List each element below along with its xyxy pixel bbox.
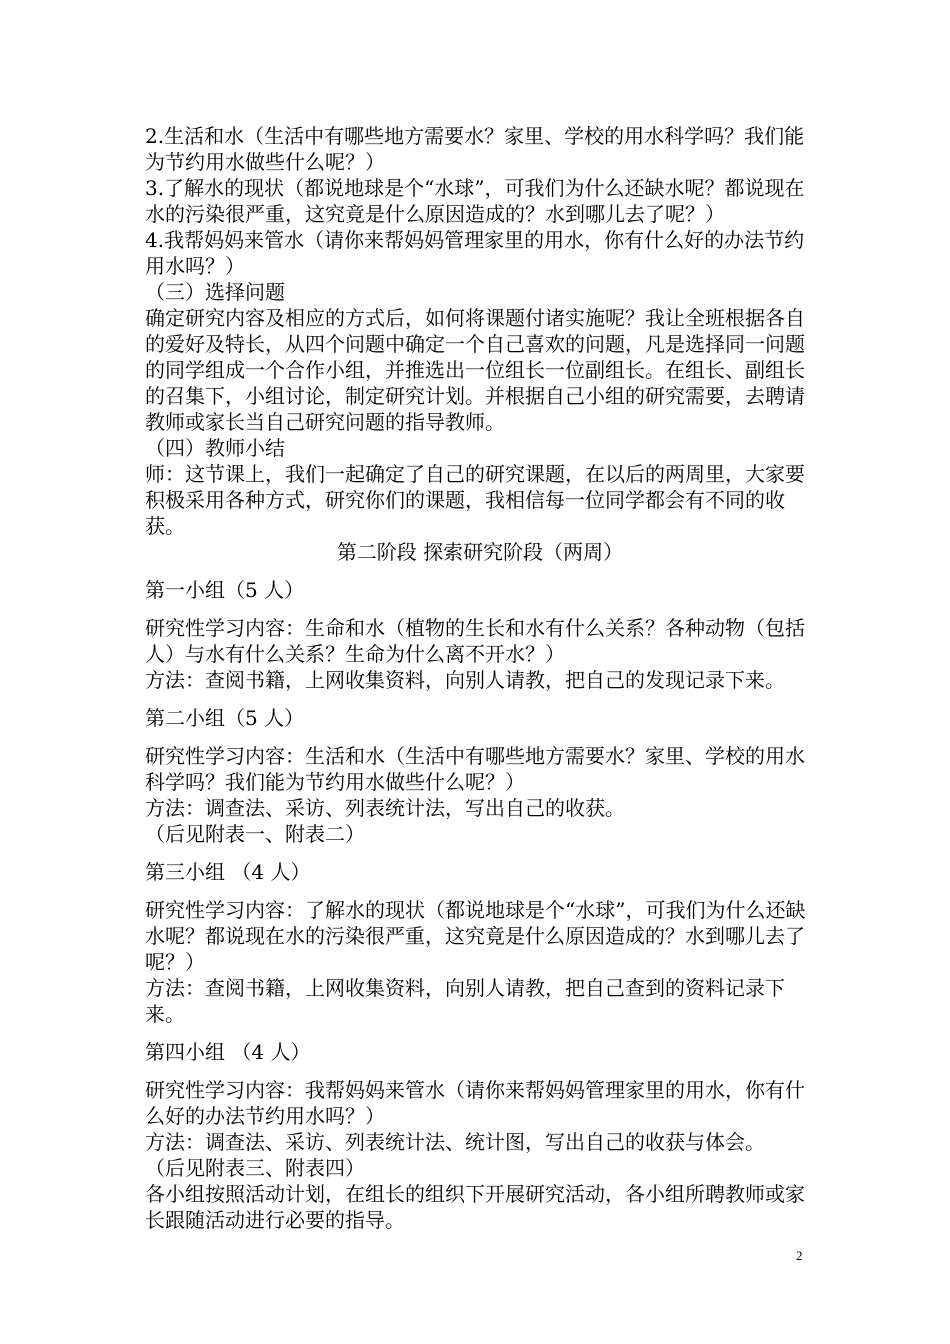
group-3-method: 方法：查阅书籍，上网收集资料，向别人请教，把自己查到的资料记录下来。 bbox=[145, 976, 785, 1026]
topic-4: 4.我帮妈妈来管水（请你来帮妈妈管理家里的用水，你有什么好的办法节约用水吗？） bbox=[145, 228, 805, 278]
page-number: 2 bbox=[796, 1248, 803, 1263]
stage-title: 第二阶段 探索研究阶段（两周） bbox=[336, 540, 624, 564]
group-1-content: 研究性学习内容：生命和水（植物的生长和水有什么关系？各种动物（包括人）与水有什么关系？生命为什么离不开水？） bbox=[145, 616, 805, 666]
page-body bbox=[145, 123, 815, 1233]
section-3-body: 确定研究内容及相应的方式后，如何将课题付诸实施呢？我让全班根据各自的爱好及特长，从四个问题中确定一个自己喜欢的问题，凡是选择同一问题的同学组成一个合作小组，并推选出一位组长一位副组长。在组长、副组长的召集下，小组讨论，制定研究计划。并根据自己小组的研究需要，去聘请教师或家长当自己研究问题的指导教师。 bbox=[145, 306, 805, 434]
group-4-method: 方法：调查法、采访、列表统计法、统计图，写出自己的收获与体会。 bbox=[145, 1130, 765, 1154]
group-1-method: 方法：查阅书籍，上网收集资料，向别人请教，把自己的发现记录下来。 bbox=[145, 668, 785, 692]
section-heading-3: （三）选择问题 bbox=[145, 280, 285, 304]
topic-2: 2.生活和水（生活中有哪些地方需要水？家里、学校的用水科学吗？我们能为节约用水做些什么呢？） bbox=[145, 124, 805, 174]
group-2-note: （后见附表一、附表二） bbox=[145, 822, 365, 846]
section-4-body: 师：这节课上，我们一起确定了自己的研究课题，在以后的两周里，大家要积极采用各种方式，研究你们的课题，我相信每一位同学都会有不同的收获。 bbox=[145, 462, 805, 538]
topic-3: 3.了解水的现状（都说地球是个“水球”，可我们为什么还缺水呢？都说现在水的污染很严重，这究竟是什么原因造成的？水到哪儿去了呢？） bbox=[145, 176, 805, 226]
group-3-content: 研究性学习内容：了解水的现状（都说地球是个“水球”，可我们为什么还缺水呢？都说现在水的污染很严重，这究竟是什么原因造成的？水到哪儿去了呢？） bbox=[145, 898, 806, 974]
group-3-heading: 第三小组 （4 人） bbox=[145, 860, 311, 884]
section-heading-4: （四）教师小结 bbox=[145, 436, 285, 460]
group-1-heading: 第一小组（5 人） bbox=[145, 578, 305, 602]
group-4-note: （后见附表三、附表四） bbox=[145, 1156, 365, 1180]
group-4-content: 研究性学习内容：我帮妈妈来管水（请你来帮妈妈管理家里的用水，你有什么好的办法节约用水吗？） bbox=[145, 1078, 805, 1128]
group-2-heading: 第二小组（5 人） bbox=[145, 706, 305, 730]
group-4-heading: 第四小组 （4 人） bbox=[145, 1040, 311, 1064]
group-2-content: 研究性学习内容：生活和水（生活中有哪些地方需要水？家里、学校的用水科学吗？我们能为节约用水做些什么呢？） bbox=[145, 744, 805, 794]
group-2-method: 方法：调查法、采访、列表统计法，写出自己的收获。 bbox=[145, 796, 625, 820]
closing-paragraph: 各小组按照活动计划，在组长的组织下开展研究活动，各小组所聘教师或家长跟随活动进行必要的指导。 bbox=[145, 1182, 805, 1232]
